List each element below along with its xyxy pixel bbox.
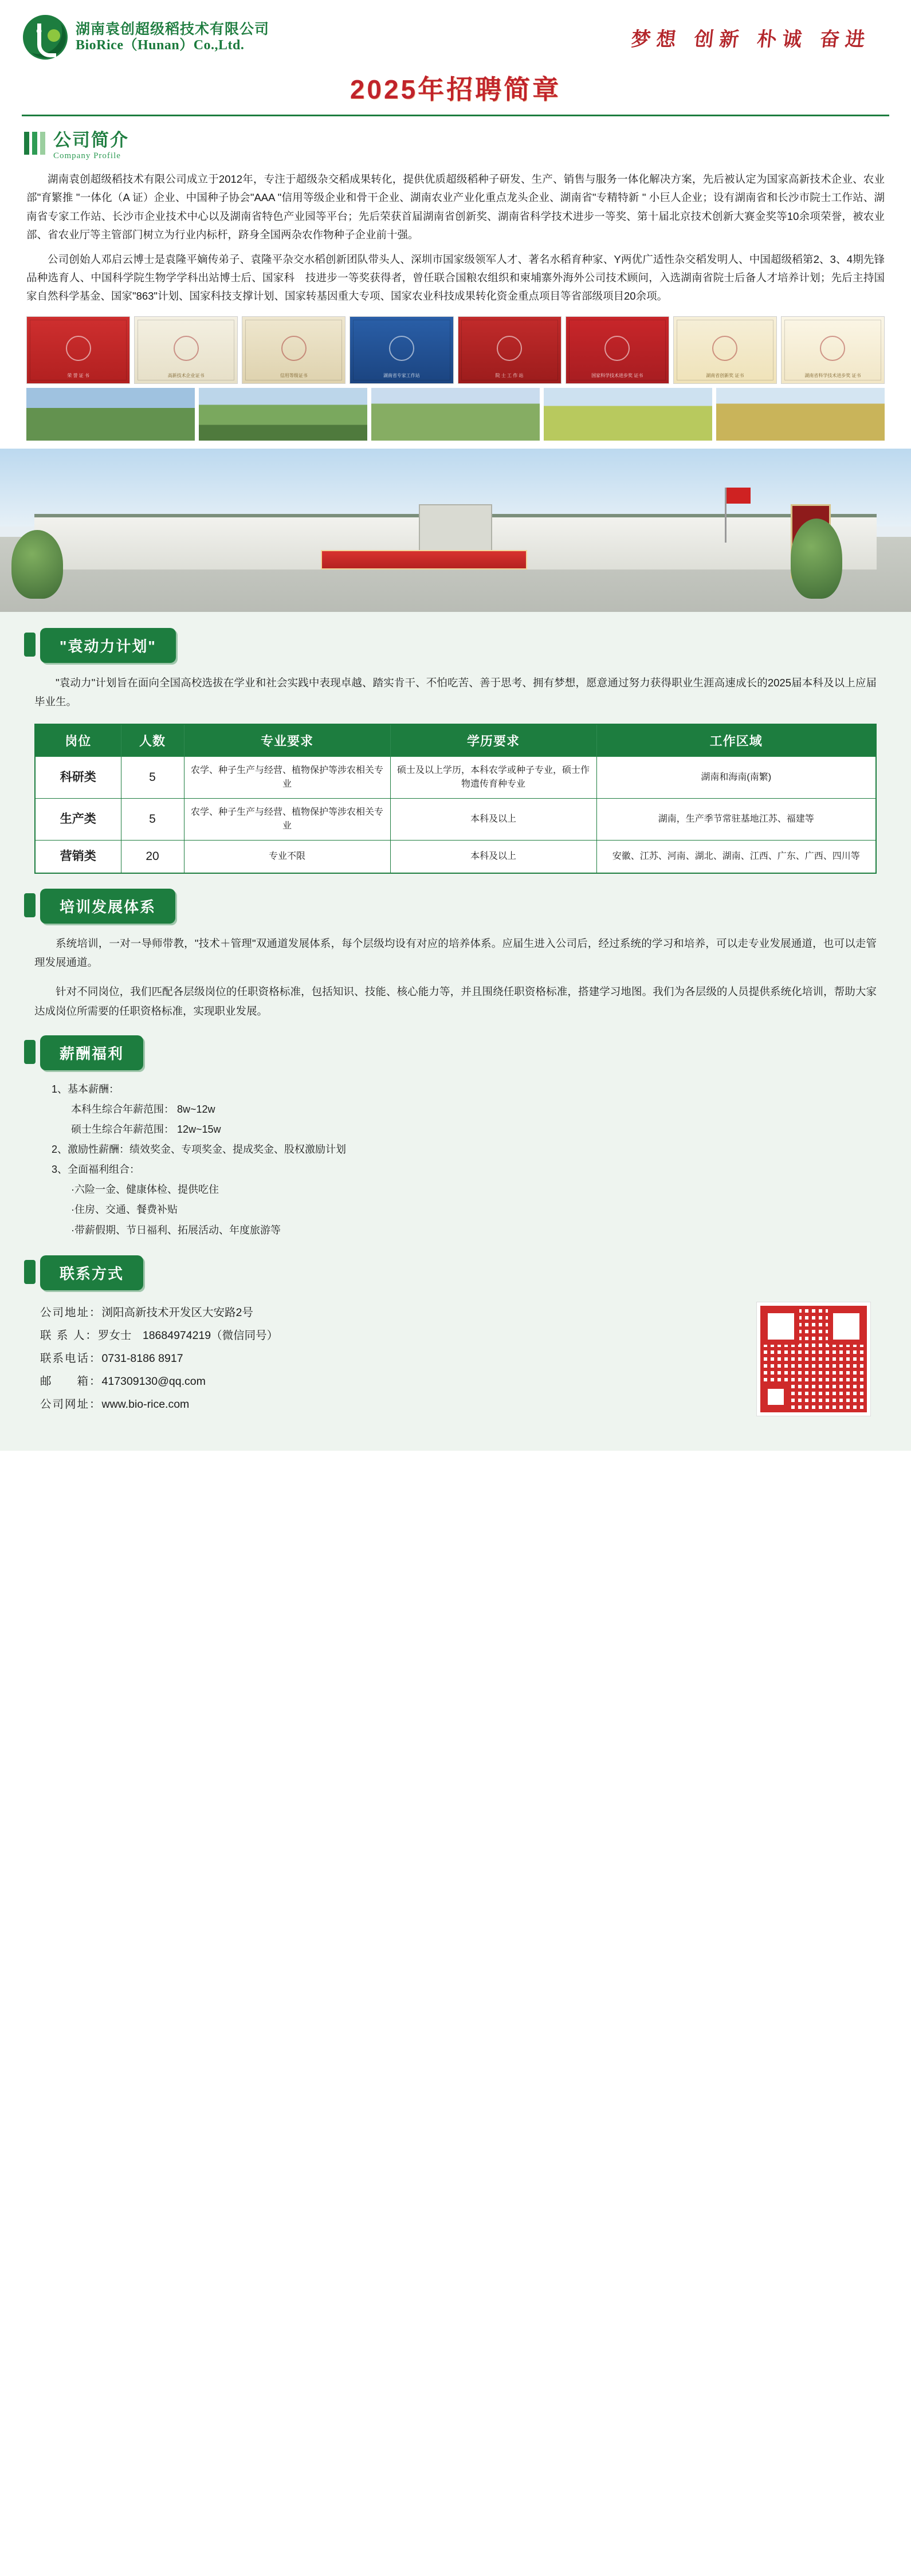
certificate-caption: 高新技术企业证书 xyxy=(167,372,205,378)
certificate-image xyxy=(458,316,561,384)
certificate-image xyxy=(673,316,777,384)
training-heading-wrap xyxy=(0,889,911,924)
salary-item: ·带薪假期、节日福利、拓展活动、年度旅游等 xyxy=(71,1224,281,1236)
cell-area: 湖南和海南(南繁) xyxy=(596,757,876,799)
company-name-en: BioRice（Hunan）Co.,Ltd. xyxy=(76,37,245,53)
tree-icon xyxy=(11,530,63,599)
logo-text xyxy=(76,21,269,53)
company-photo xyxy=(371,388,540,441)
contact-value[interactable]: 417309130@qq.com xyxy=(101,1375,206,1388)
company-slogan: 梦想 创新 朴诚 奋进 xyxy=(630,28,872,51)
contact-label: 公司网址： xyxy=(40,1397,102,1411)
contact-label: 公司地址： xyxy=(40,1306,102,1319)
contact-block xyxy=(40,1302,871,1416)
poster-body xyxy=(0,612,911,1451)
heading-bars-icon xyxy=(24,132,45,155)
company-photo xyxy=(544,388,712,441)
certificate-caption: 院 士 工 作 站 xyxy=(495,372,524,378)
certificate-strip xyxy=(0,306,911,384)
certificate-image xyxy=(134,316,238,384)
table-row xyxy=(35,757,876,799)
plan-heading: "袁动力计划" xyxy=(40,628,176,663)
contact-label: 邮 箱： xyxy=(40,1375,102,1388)
certificate-image xyxy=(26,316,130,384)
salary-list xyxy=(52,1079,859,1240)
salary-item: ·六险一金、健康体检、提供吃住 xyxy=(71,1184,219,1196)
cell-post: 营销类 xyxy=(35,841,121,873)
page-header xyxy=(0,0,911,65)
contact-value[interactable]: www.bio-rice.com xyxy=(101,1397,190,1411)
contact-label: 联 系 人： xyxy=(40,1329,98,1342)
certificate-caption: 国家科学技术进步奖 证书 xyxy=(591,372,643,378)
salary-heading: 薪酬福利 xyxy=(40,1035,143,1070)
company-logo xyxy=(23,15,269,60)
salary-item: 3、全面福利组合： xyxy=(52,1164,140,1176)
certificate-caption: 湖南省科学技术进步奖 证书 xyxy=(804,372,861,378)
qr-code[interactable] xyxy=(756,1302,871,1416)
cell-major: 农学、种子生产与经营、植物保护等涉农相关专业 xyxy=(184,799,390,841)
contact-row xyxy=(40,1348,278,1371)
salary-item: 本科生综合年薪范围： 8w~12w xyxy=(71,1104,215,1115)
contact-row xyxy=(40,1393,278,1416)
contact-value: 罗女士 18684974219（微信同号） xyxy=(97,1329,278,1342)
salary-heading-wrap xyxy=(0,1035,911,1070)
table-header-row xyxy=(35,724,876,757)
cell-number: 5 xyxy=(121,799,184,841)
contact-value: 0731-8186 8917 xyxy=(101,1352,183,1365)
cell-major: 专业不限 xyxy=(184,841,390,873)
company-profile-paragraph-2: 公司创始人邓启云博士是袁隆平嫡传弟子、袁隆平杂交水稻创新团队带头人、深圳市国家级领军人才、著名水稻育种家、Y两优广适性杂交稻发明人、中国超级稻第2、3、4期先锋品种选育人、中国科学院生物学学科出站博士后、国家科 技进步一等奖获得者，曾任联合国粮农组织和柬埔寨外海外公司技术顾问，入选湖南省院士后备人才培养计划；先后主持国家自然科学基金、国家"863"计划、国家科技支撑计划、国家转基因重大专项、国家农业科技成果转化资金重点项目等省部级项目20余项。 xyxy=(26,253,885,303)
contact-label: 联系电话： xyxy=(40,1352,102,1365)
cell-post: 科研类 xyxy=(35,757,121,799)
contact-row xyxy=(40,1371,278,1393)
col-number: 人数 xyxy=(121,724,184,757)
company-photo xyxy=(716,388,885,441)
cell-post: 生产类 xyxy=(35,799,121,841)
col-degree: 学历要求 xyxy=(390,724,596,757)
certificate-caption: 湖南省专家工作站 xyxy=(383,372,420,378)
col-post: 岗位 xyxy=(35,724,121,757)
hero-banner xyxy=(321,550,527,570)
cell-degree: 本科及以上 xyxy=(390,841,596,873)
training-heading: 培训发展体系 xyxy=(40,889,175,924)
company-profile-title-en: Company Profile xyxy=(53,151,121,160)
cell-number: 20 xyxy=(121,841,184,873)
contact-heading: 联系方式 xyxy=(40,1255,143,1290)
company-photo xyxy=(199,388,367,441)
certificate-caption: 荣 誉 证 书 xyxy=(67,372,89,378)
company-profile-title-cn: 公司简介 xyxy=(53,130,129,150)
training-paragraph-2: 针对不同岗位，我们匹配各层级岗位的任职资格标准，包括知识、技能、核心能力等，并且围绕任职资格标准，搭建学习地图。我们为各层级的人员提供系统化培训，帮助大家达成岗位所需要的任职资格标准，实现职业发展。 xyxy=(34,985,877,1017)
contact-row xyxy=(40,1302,278,1325)
certificate-image xyxy=(242,316,345,384)
salary-item: 2、激励性薪酬：绩效奖金、专项奖金、提成奖金、股权激励计划 xyxy=(52,1144,347,1156)
table-row xyxy=(35,799,876,841)
certificate-image xyxy=(350,316,453,384)
tree-icon xyxy=(791,519,842,599)
certificate-image xyxy=(566,316,669,384)
cell-area: 湖南，生产季节常驻基地江苏、福建等 xyxy=(596,799,876,841)
col-major: 专业要求 xyxy=(184,724,390,757)
contact-heading-wrap xyxy=(0,1255,911,1290)
salary-item: 1、基本薪酬： xyxy=(52,1083,120,1095)
certificate-caption: 信用等级证书 xyxy=(280,372,308,378)
cell-degree: 硕士及以上学历，本科农学或种子专业，硕士作物遗传育种专业 xyxy=(390,757,596,799)
contact-lines xyxy=(40,1302,278,1416)
company-photo xyxy=(26,388,195,441)
job-table xyxy=(34,724,877,874)
certificate-image xyxy=(781,316,885,384)
training-paragraph-1: 系统培训，一对一导师带教，"技术＋管理"双通道发展体系，每个层级均设有对应的培养体系。应届生进入公司后，经过系统的学习和培养，可以走专业发展通道，也可以走管理发展通道。 xyxy=(34,937,877,969)
certificate-caption: 湖南省创新奖 证书 xyxy=(706,372,744,378)
company-profile-paragraph-1: 湖南袁创超级稻技术有限公司成立于2012年，专注于超级杂交稻成果转化，提供优质超级稻种子研发、生产、销售与服务一体化解决方案，先后被认定为国家高新技术企业、农业部"育繁推 "一体化（A 证）企业、中国种子协会"AAA "信用等级企业和骨干企业、湖南农业产业化重点龙头企业、湖南省"专精特新 " 小巨人企业；设有湖南省和长沙市院士工作站、湖南省专家工作站、长沙市企业技术中心以及湖南省特色产业园等平台；先后荣获首届湖南省创新奖、湖南省科学技术进步一等奖、第十届北京技术创新大赛金奖等10余项荣誉，被农业部、省农业厅等主管部门树立为行业内标杆，跻身全国两杂农作物种子企业前十强。 xyxy=(26,173,885,241)
company-gate-photo xyxy=(0,449,911,612)
col-area: 工作区域 xyxy=(596,724,876,757)
salary-item: 硕士生综合年薪范围： 12w~15w xyxy=(71,1124,221,1136)
page-title: 2025年招聘简章 xyxy=(350,74,561,104)
cell-number: 5 xyxy=(121,757,184,799)
contact-row xyxy=(40,1325,278,1348)
plan-heading-wrap xyxy=(0,628,911,663)
qr-code-image xyxy=(760,1306,867,1412)
salary-item: ·住房、交通、餐费补贴 xyxy=(71,1204,178,1216)
photo-strip xyxy=(0,384,911,441)
company-name-cn: 湖南袁创超级稻技术有限公司 xyxy=(76,21,270,37)
plan-intro: "袁动力"计划旨在面向全国高校选拔在学业和社会实践中表现卓越、踏实肯干、不怕吃苦、善于思考、拥有梦想，愿意通过努力获得职业生涯高速成长的2025届本科及以上应届毕业生。 xyxy=(34,676,877,708)
company-profile-heading xyxy=(0,116,911,164)
cell-degree: 本科及以上 xyxy=(390,799,596,841)
table-row xyxy=(35,841,876,873)
cell-major: 农学、种子生产与经营、植物保护等涉农相关专业 xyxy=(184,757,390,799)
flag-icon xyxy=(725,488,727,543)
contact-value: 浏阳高新技术开发区大安路2号 xyxy=(101,1306,253,1319)
cell-area: 安徽、江苏、河南、湖北、湖南、江西、广东、广西、四川等 xyxy=(596,841,876,873)
logo-icon xyxy=(23,15,68,60)
